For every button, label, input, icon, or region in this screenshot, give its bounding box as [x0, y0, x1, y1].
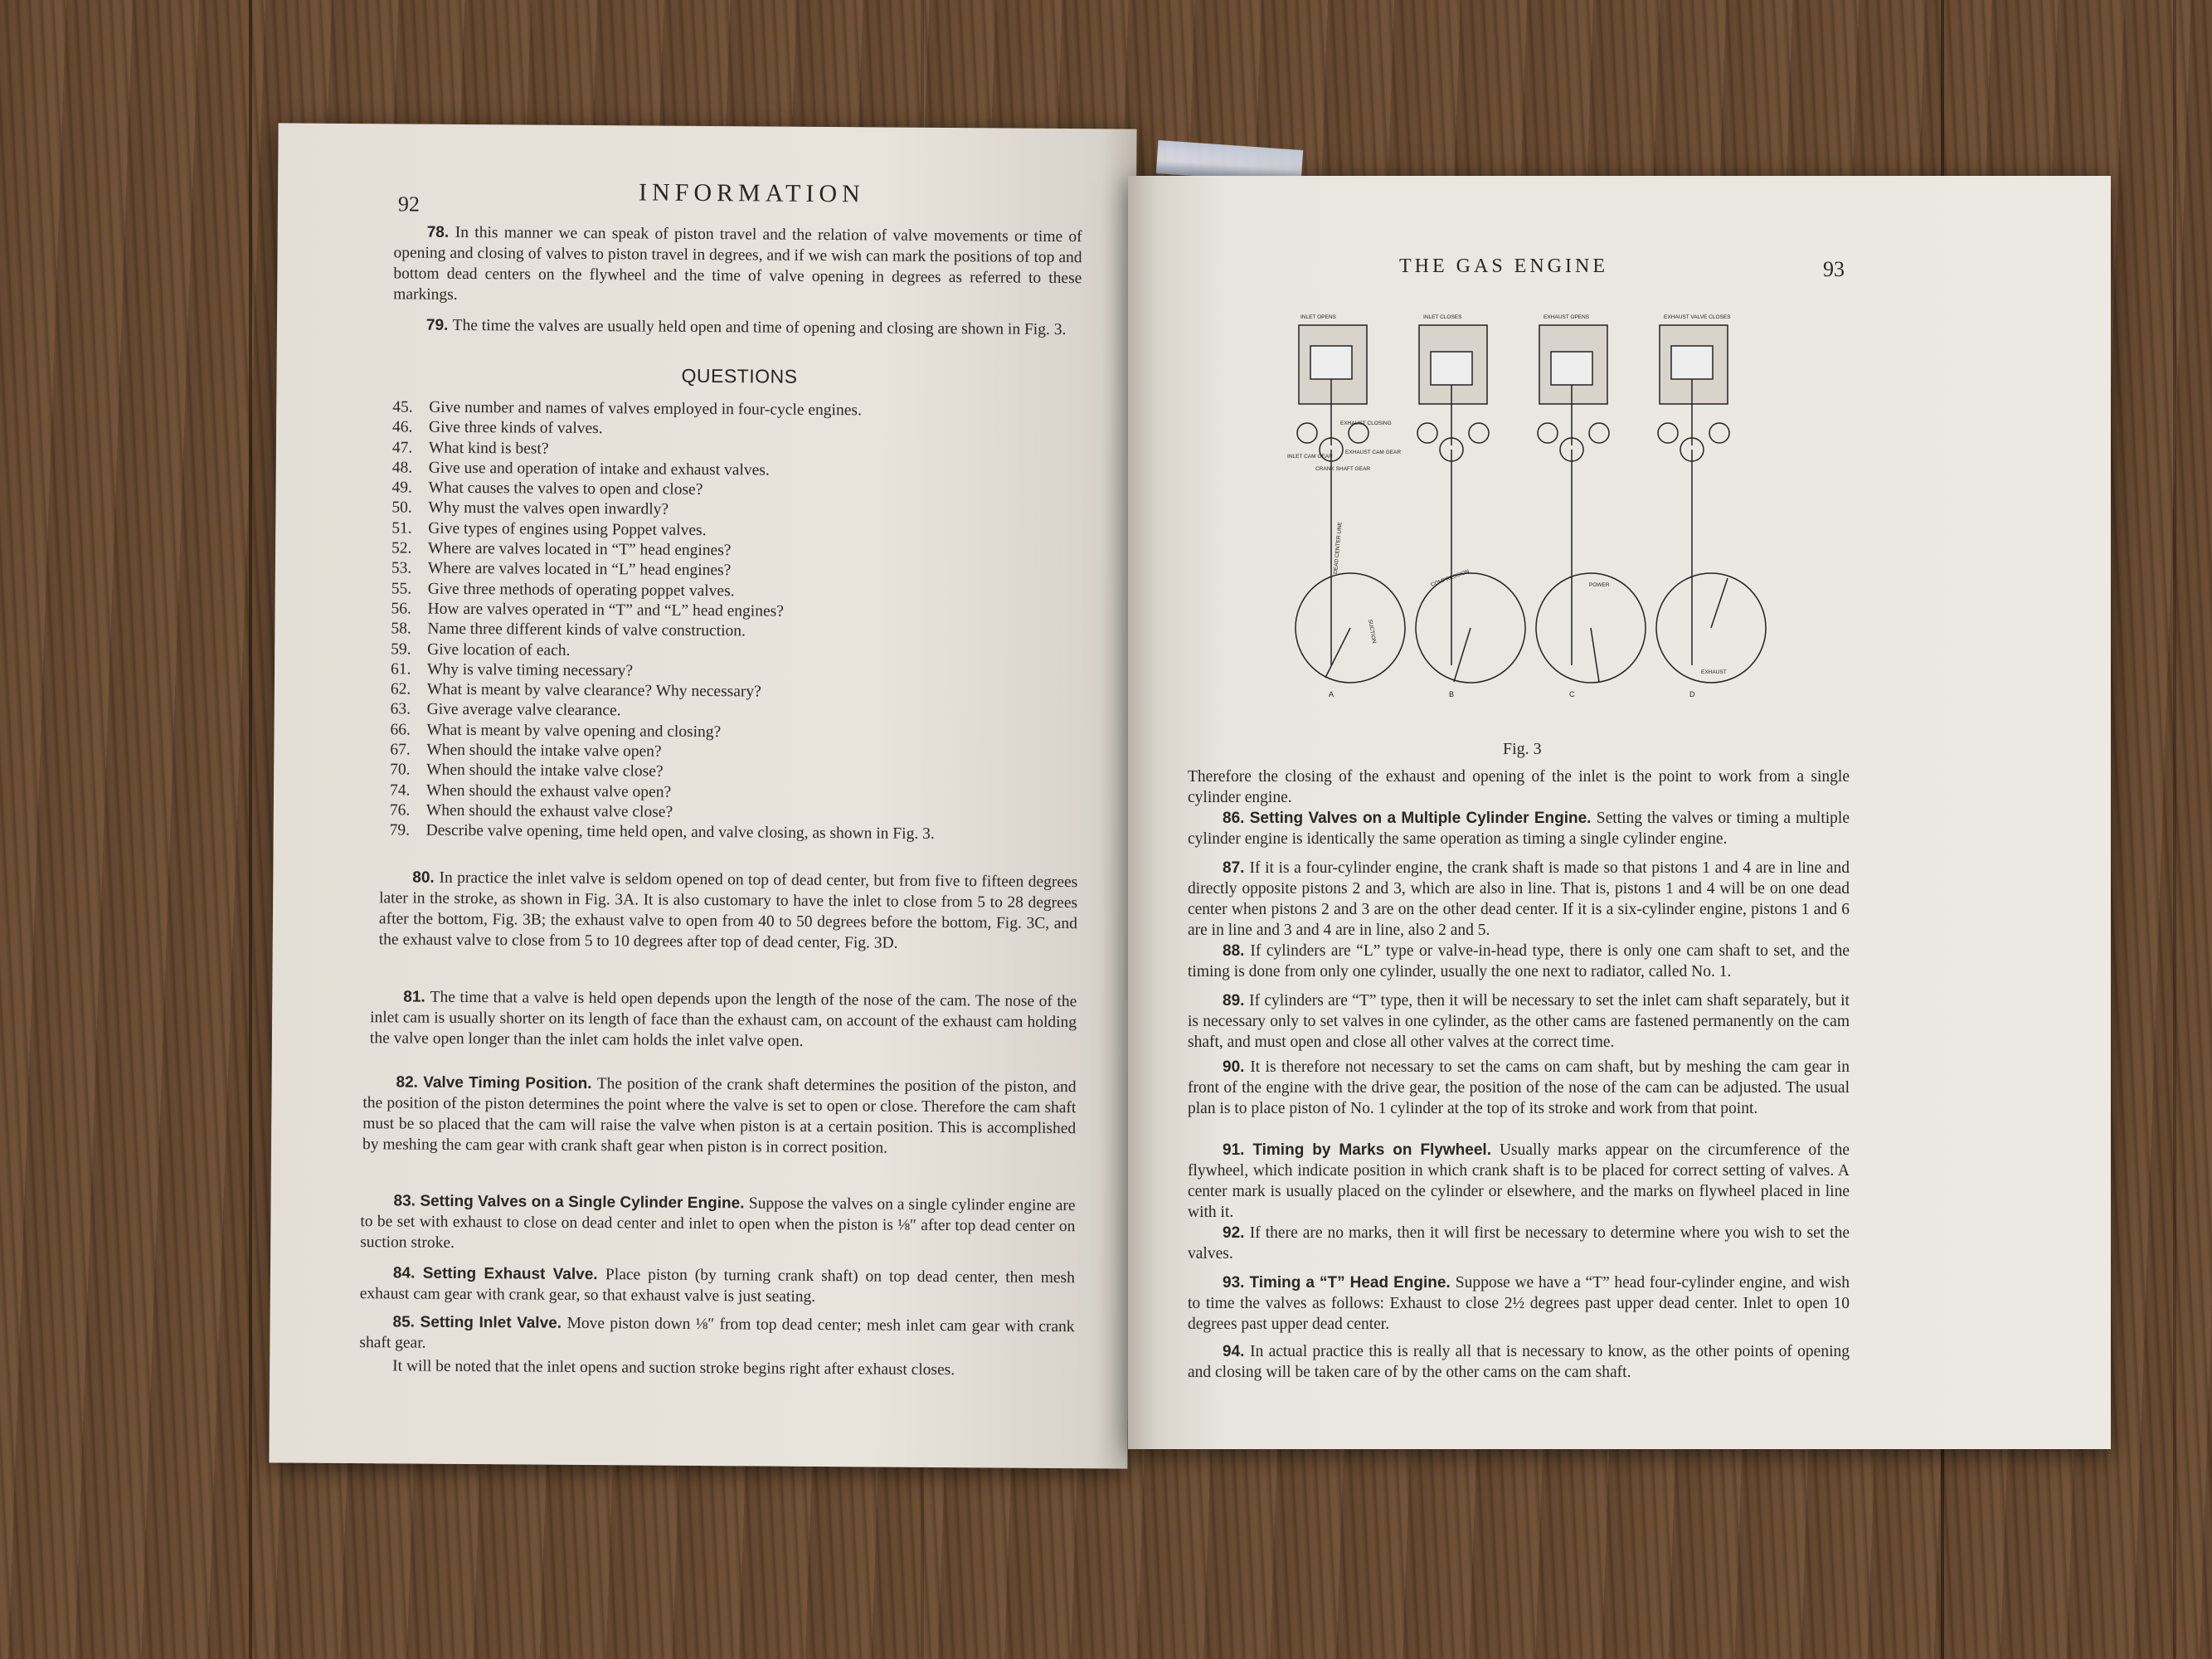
question-text: Give three kinds of valves.	[429, 418, 603, 438]
paragraph-86	[1188, 808, 1850, 849]
questions-list	[390, 397, 1082, 845]
paragraph-text: If cylinders are “L” type or valve-in-head type, there is only one cam shaft to set, and the timing is done from only one cylinder, usually the one next to radiator, called No. 1.	[1188, 942, 1850, 980]
question-text: Give location of each.	[427, 640, 571, 659]
question-text: Describe valve opening, time held open, and valve closing, as shown in Fig. 3.	[425, 821, 935, 844]
paragraph-text: In this manner we can speak of piston travel and the relation of valve movements or time of opening and closing of valves to piston travel in degrees, and if we wish can mark the positions of top and bottom dead centers on the flywheel and the time of valve opening in degrees as referred to these markings.	[393, 223, 1082, 304]
paragraph-text: Usually marks appear on the circumference of the flywheel, which indicate position in which crank shaft is to be placed for correct setting of valves. A center mark is usually placed on the cylinder or elsewhere, and the marks on flywheel placed in line with it.	[1188, 1141, 1850, 1221]
paragraph-continued: Therefore the closing of the exhaust and opening of the inlet is the point to work from a single cylinder engine.	[1188, 768, 1850, 806]
label-exhaust-closing: EXHAUST CLOSING	[1340, 421, 1392, 426]
paragraph-heading: Setting Exhaust Valve.	[422, 1264, 606, 1284]
question-number: 59.	[391, 640, 411, 659]
question-text: Where are valves located in “L” head engines?	[427, 560, 732, 580]
paragraph-number: 89.	[1223, 992, 1250, 1010]
page-number: 92	[397, 192, 421, 216]
question-text: When should the intake valve open?	[426, 741, 662, 761]
label-dead-center-line: DEAD CENTER LINE	[1333, 521, 1344, 575]
fig-3-valve-timing-diagram	[1282, 300, 1796, 765]
paragraph-90	[1188, 1057, 1850, 1119]
paragraph-heading: Timing a “T” Head Engine.	[1249, 1274, 1456, 1292]
paragraph-number: 92.	[1223, 1224, 1250, 1242]
paragraph-text: It is therefore not necessary to set the cams on cam shaft, but by meshing the cam gear in front of the engine with the drive gear, the position of the nose of the cam can be adjusted. The usual plan is to place piston of No. 1 cylinder at the top of its stroke and work from that point.	[1188, 1058, 1850, 1117]
label-inlet-closes: INLET CLOSES	[1423, 314, 1462, 320]
label-exhaust-opens: EXHAUST OPENS	[1544, 314, 1590, 320]
table-seam	[2173, 0, 2176, 1659]
diagram-letter-c: C	[1569, 690, 1575, 698]
question-text: Give use and operation of intake and exhaust valves.	[428, 459, 770, 479]
paragraph-number: 86.	[1223, 810, 1250, 827]
paragraph-text: Suppose the valves on a single cylinder engine are to be set with exhaust to close on dead center and inlet to open when the piston is ⅛″ after top dead center on suction stroke.	[360, 1194, 1076, 1252]
paragraph-91	[1188, 1140, 1850, 1223]
paragraph-93	[1188, 1272, 1850, 1335]
question-text: What kind is best?	[428, 439, 549, 458]
paragraph-number: 87.	[1223, 859, 1250, 877]
question-number: 67.	[390, 741, 411, 759]
paragraph-number: 80.	[412, 868, 440, 887]
paragraph-heading: Valve Timing Position.	[423, 1073, 597, 1093]
question-number: 52.	[391, 539, 412, 557]
paragraph-text: Setting the valves or timing a multiple cylinder engine is identically the same operation as timing a single cylinder engine.	[1188, 810, 1850, 848]
paragraph-text: Move piston down ⅛″ from top dead center; mesh inlet cam gear with crank shaft gear.	[359, 1314, 1075, 1352]
question-number: 50.	[391, 499, 412, 518]
paragraph-text: Place piston (by turning crank shaft) on top dead center, then mesh exhaust cam gear with crank gear, so that exhaust valve is just seating.	[359, 1266, 1076, 1306]
question-number: 58.	[391, 620, 411, 638]
paragraph-text: If cylinders are “T” type, then it will be necessary to set the inlet cam shaft separately, but it is necessary only to set valves in one cylinder, as the other cams are fastened permanently on the cam shaft, and must open and close all other valves at the correct time.	[1188, 992, 1850, 1051]
paragraph-number: 88.	[1223, 942, 1251, 960]
question-number: 48.	[391, 459, 413, 477]
question-text: How are valves operated in “T” and “L” head engines?	[427, 600, 784, 620]
paragraph-81	[370, 986, 1077, 1053]
paragraph-number: 79.	[425, 316, 453, 334]
paragraph-text: In actual practice this is really all that is necessary to know, as the other points of opening and closing will be taken care of by the other cams on the cam shaft.	[1188, 1343, 1850, 1381]
question-text: Where are valves located in “T” head engines?	[428, 539, 732, 560]
question-number: 63.	[390, 700, 411, 718]
right-page	[1128, 176, 2111, 1449]
question-text: Give number and names of valves employed in four-cycle engines.	[429, 398, 862, 420]
question-number: 62.	[390, 680, 411, 698]
question-number: 55.	[391, 580, 412, 598]
engine-d	[1656, 325, 1766, 683]
question-text: When should the intake valve close?	[426, 761, 664, 781]
paragraph-number: 85.	[392, 1313, 421, 1331]
paragraph-heading: Setting Valves on a Multiple Cylinder Engine.	[1249, 810, 1597, 827]
question-number: 74.	[389, 781, 411, 800]
diagram-letter-b: B	[1449, 690, 1455, 698]
questions-title: QUESTIONS	[681, 364, 798, 387]
paragraph-84	[360, 1262, 1075, 1309]
paragraph-94	[1188, 1341, 1850, 1383]
paragraph-number: 83.	[393, 1192, 421, 1210]
question-text: When should the exhaust valve open?	[425, 781, 672, 801]
paragraph-88	[1188, 941, 1850, 982]
paragraph-87	[1188, 858, 1850, 941]
paragraph-text: In practice the inlet valve is seldom opened on top of dead center, but from five to fifteen degrees later in the stroke, as shown in Fig. 3A. It is also customary to have the inlet to close from 5 to 28 degrees after the bottom, Fig. 3B; the exhaust valve to open from 40 to 50 degrees before the bottom, Fig. 3C, and the exhaust valve to close from 5 to 10 degrees after top of dead center, Fig. 3D.	[378, 868, 1078, 952]
paragraph-80	[379, 867, 1078, 955]
question-text: Why is valve timing necessary?	[426, 660, 634, 680]
diagram-letter-d: D	[1689, 690, 1695, 698]
figure-caption: Fig. 3	[1503, 740, 1542, 758]
question-number: 70.	[390, 761, 411, 779]
paragraph-85-continued: It will be noted that the inlet opens and suction stroke begins right after exhaust closes.	[392, 1357, 955, 1379]
paragraph-heading: Setting Inlet Valve.	[420, 1313, 567, 1332]
question-number: 51.	[391, 519, 412, 538]
label-power: POWER	[1589, 582, 1610, 588]
question-number: 76.	[389, 801, 411, 820]
paragraph-number: 91.	[1223, 1141, 1253, 1159]
question-text: Give types of engines using Poppet valves.	[428, 519, 707, 539]
question-text: What is meant by valve clearance? Why necessary?	[426, 680, 761, 701]
question-text: Why must the valves open inwardly?	[428, 499, 669, 519]
left-page	[269, 123, 1136, 1468]
paragraph-text: If it is a four-cylinder engine, the crank shaft is made so that pistons 1 and 4 are in line and directly opposite pistons 2 and 3, which are also in line. That is, pistons 1 and 4 will be on one dead center when pistons 2 and 3 are on the other dead center. If it is a six-cylinder engine, pistons 1 and 6 are in line and 3 and 4 are in line, also 2 and 5.	[1188, 859, 1850, 939]
paragraph-number: 84.	[392, 1264, 423, 1282]
question-number: 49.	[391, 479, 413, 497]
question-item	[390, 821, 1078, 846]
running-header: INFORMATION	[638, 178, 865, 208]
label-crank-shaft-gear: CRANK SHAFT GEAR	[1315, 466, 1370, 472]
label-exhaust-valve-closes: EXHAUST VALVE CLOSES	[1664, 314, 1731, 320]
question-text: What is meant by valve opening and closing?	[426, 721, 722, 741]
question-number: 61.	[390, 660, 411, 679]
question-text: What causes the valves to open and close?	[428, 479, 703, 499]
label-compression: COMPRESSION	[1430, 568, 1471, 588]
label-suction: SUCTION	[1367, 619, 1378, 645]
question-text: When should the exhaust valve close?	[425, 801, 673, 821]
question-number: 45.	[392, 398, 413, 416]
paragraph-83	[360, 1190, 1076, 1258]
paragraph-number: 78.	[426, 223, 455, 241]
label-inlet-opens: INLET OPENS	[1300, 314, 1336, 320]
paragraph-89	[1188, 990, 1850, 1053]
paragraph-number: 81.	[403, 988, 430, 1006]
page-number: 93	[1823, 257, 1845, 281]
paragraph-92	[1188, 1223, 1850, 1264]
paragraph-text: The position of the crank shaft determines the position of the piston, and the position of the piston determines the point where the valve is set to open or close. Therefore the cam shaft must be so placed that the cam will raise the valve when piston is at a certain position. This is accomplished by meshing the cam gear with crank shaft gear when piston is in correct position.	[362, 1075, 1077, 1157]
paragraph-text: If there are no marks, then it will first be necessary to determine where you wish to set the valves.	[1188, 1224, 1850, 1262]
question-number: 47.	[391, 438, 413, 457]
paragraph-85	[359, 1311, 1074, 1358]
engine-a	[1296, 325, 1405, 683]
running-header: THE GAS ENGINE	[1399, 255, 1608, 277]
paragraph-number: 90.	[1223, 1058, 1251, 1076]
paragraph-heading: Setting Valves on a Single Cylinder Engine.	[420, 1192, 749, 1213]
paragraph-number: 82.	[396, 1073, 424, 1092]
engine-c	[1536, 325, 1646, 683]
paragraph-78	[393, 221, 1082, 309]
table-seam	[249, 0, 252, 1659]
question-number: 79.	[389, 821, 411, 839]
paragraph-text: Suppose we have a “T” head four-cylinder engine, and wish to time the valves as follows: Exhaust to close 2½ degrees past upper dead center. Inlet to open 10 degrees past upper dead center.	[1188, 1274, 1850, 1333]
engine-b	[1416, 325, 1525, 683]
question-text: Give three methods of operating poppet valves.	[427, 580, 735, 600]
paragraph-text: The time that a valve is held open depends upon the length of the nose of the cam. The nose of the inlet cam is usually shorter on its length of face than the exhaust cam, on account of the exhaust cam holding the valve open longer than the inlet cam holds the inlet valve open.	[369, 988, 1077, 1050]
question-number: 56.	[391, 600, 412, 618]
label-exhaust-cam-gear: EXHAUST CAM GEAR	[1345, 450, 1402, 455]
paragraph-82	[362, 1072, 1077, 1160]
label-inlet-cam-gear: INLET CAM GEAR	[1287, 454, 1333, 460]
paragraph-text: The time the valves are usually held open and time of opening and closing are shown in Fig. 3.	[452, 316, 1067, 339]
question-number: 53.	[391, 559, 412, 577]
label-exhaust: EXHAUST	[1701, 669, 1727, 675]
paragraph-number: 93.	[1223, 1274, 1250, 1292]
diagram-letter-a: A	[1329, 690, 1334, 698]
question-text: Name three different kinds of valve construction.	[427, 620, 746, 640]
question-number: 46.	[392, 418, 413, 436]
paragraph-number: 94.	[1223, 1343, 1251, 1360]
question-number: 66.	[390, 721, 411, 739]
paragraph-79	[393, 314, 1082, 340]
paragraph-heading: Timing by Marks on Flywheel.	[1252, 1141, 1500, 1159]
question-text: Give average valve clearance.	[426, 701, 621, 720]
